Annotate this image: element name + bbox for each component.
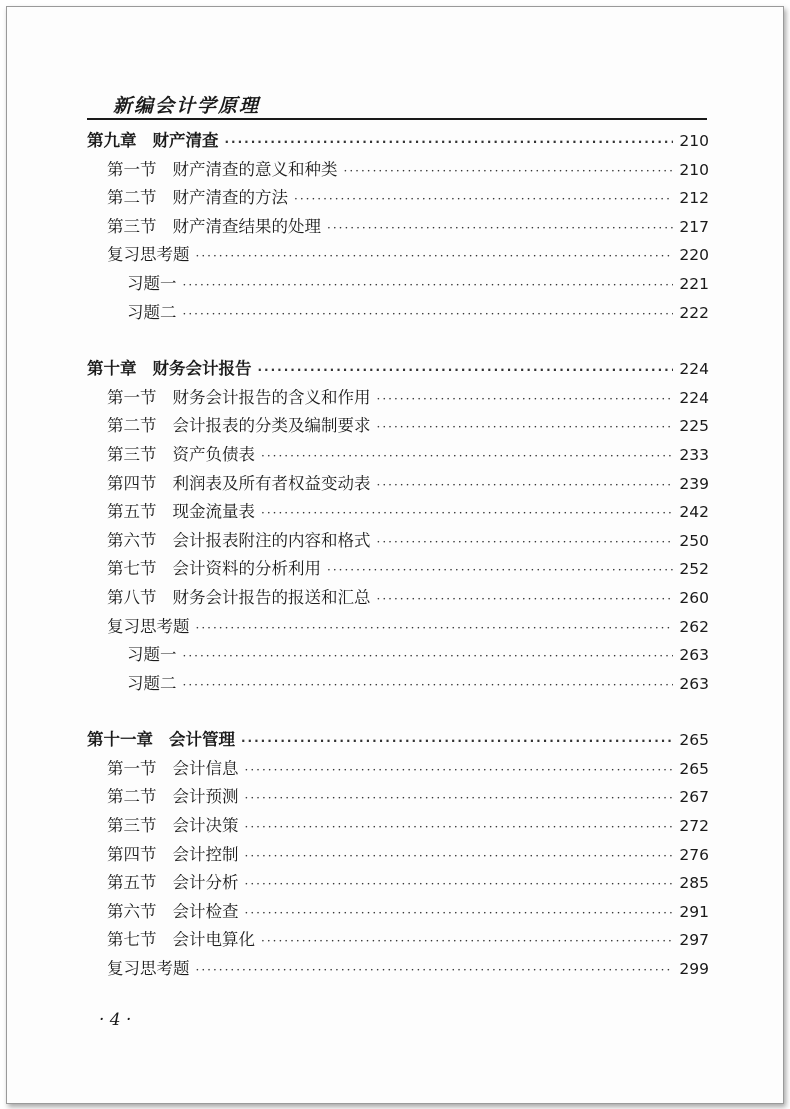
- toc-entry-title: 财务会计报告的含义和作用: [172, 387, 371, 407]
- dot-leader: [377, 385, 674, 414]
- toc-review-entry[interactable]: [87, 241, 709, 270]
- toc-section-entry[interactable]: [87, 470, 709, 499]
- toc-chapter-entry[interactable]: [87, 355, 709, 384]
- toc-entry-page: 285: [679, 874, 709, 893]
- toc-section-entry[interactable]: [87, 412, 709, 441]
- toc-entry-title: 会计决策: [172, 816, 239, 836]
- dot-leader: [196, 956, 674, 985]
- toc-entry-page: 299: [679, 960, 709, 979]
- header-rule: [87, 118, 707, 120]
- toc-entry-page: 242: [679, 503, 709, 522]
- dot-leader: [241, 727, 673, 756]
- toc-entry-page: 263: [679, 646, 709, 665]
- toc-entry-page: 210: [679, 132, 709, 150]
- toc-entry-title: 财产清查结果的处理: [172, 216, 321, 236]
- toc-entry-number: 第三节: [107, 444, 157, 464]
- toc-chapter-group: [87, 355, 709, 698]
- toc-entry-page: 220: [679, 246, 709, 265]
- toc-chapter-entry[interactable]: [87, 127, 709, 156]
- toc-exercise-entry[interactable]: [87, 641, 709, 670]
- toc-entry-title: 会计管理: [169, 730, 235, 750]
- dot-leader: [183, 300, 674, 329]
- toc-section-entry[interactable]: [87, 898, 709, 927]
- toc-entry-title: 会计控制: [172, 844, 239, 864]
- toc-section-entry[interactable]: [87, 213, 709, 242]
- dot-leader: [327, 556, 673, 585]
- dot-leader: [183, 642, 674, 671]
- toc-section-entry[interactable]: [87, 841, 709, 870]
- toc-entry-title: 会计资料的分析利用: [172, 559, 321, 579]
- toc-entry-page: 225: [679, 417, 709, 436]
- toc-entry-number: 第二节: [107, 188, 157, 208]
- toc-section-entry[interactable]: [87, 812, 709, 841]
- dot-leader: [261, 499, 673, 528]
- dot-leader: [258, 356, 674, 385]
- dot-leader: [245, 813, 674, 842]
- toc-section-entry[interactable]: [87, 755, 709, 784]
- toc-entry-title: 会计分析: [172, 873, 239, 893]
- toc-entry-page: 265: [679, 731, 709, 750]
- dot-leader: [245, 842, 674, 871]
- toc-exercise-entry[interactable]: [87, 270, 709, 299]
- toc-entry-number: 第一节: [107, 758, 157, 778]
- toc-entry-page: 265: [679, 759, 709, 778]
- toc-section-entry[interactable]: [87, 498, 709, 527]
- toc-entry-number: 第七节: [107, 930, 157, 950]
- toc-entry-number: 第一节: [107, 159, 157, 179]
- toc-entry-title: 习题二: [127, 673, 177, 693]
- toc-entry-page: 222: [679, 303, 709, 322]
- toc-entry-number: 第二节: [107, 416, 157, 436]
- toc-entry-title: 会计电算化: [172, 930, 255, 950]
- running-header-title: 新编会计学原理: [113, 95, 261, 117]
- toc-entry-number: 第三节: [107, 216, 157, 236]
- toc-entry-title: 现金流量表: [172, 502, 255, 522]
- toc-entry-number: 第十章: [87, 359, 137, 379]
- document-page: [6, 6, 784, 1104]
- toc-section-entry[interactable]: [87, 869, 709, 898]
- toc-entry-number: 第一节: [107, 387, 157, 407]
- toc-entry-title: 会计预测: [172, 787, 239, 807]
- toc-entry-page: 210: [679, 160, 709, 179]
- dot-leader: [261, 927, 673, 956]
- toc-entry-page: 224: [679, 388, 709, 407]
- toc-entry-number: 第二节: [107, 787, 157, 807]
- dot-leader: [225, 128, 674, 157]
- toc-entry-page: 212: [679, 189, 709, 208]
- toc-chapter-entry[interactable]: [87, 726, 709, 755]
- toc-section-entry[interactable]: [87, 156, 709, 185]
- dot-leader: [294, 185, 673, 214]
- toc-entry-page: 297: [679, 931, 709, 950]
- toc-chapter-group: [87, 127, 709, 327]
- toc-entry-title: 习题一: [127, 645, 177, 665]
- toc-entry-number: 第六节: [107, 901, 157, 921]
- toc-section-entry[interactable]: [87, 783, 709, 812]
- toc-entry-title: 会计检查: [172, 901, 239, 921]
- toc-entry-page: 262: [679, 617, 709, 636]
- toc-entry-page: 276: [679, 845, 709, 864]
- toc-review-entry[interactable]: [87, 955, 709, 984]
- dot-leader: [196, 614, 674, 643]
- toc-entry-title: 会计报表附注的内容和格式: [172, 530, 371, 550]
- toc-entry-title: 习题一: [127, 273, 177, 293]
- toc-entry-number: 第三节: [107, 816, 157, 836]
- dot-leader: [245, 870, 674, 899]
- toc-section-entry[interactable]: [87, 384, 709, 413]
- toc-entry-number: 第六节: [107, 530, 157, 550]
- toc-entry-title: 复习思考题: [107, 245, 190, 265]
- toc-entry-number: 第七节: [107, 559, 157, 579]
- dot-leader: [183, 671, 674, 700]
- toc-entry-title: 财务会计报告: [152, 359, 252, 379]
- dot-leader: [377, 471, 674, 500]
- dot-leader: [377, 528, 674, 557]
- toc-entry-title: 资产负债表: [172, 444, 255, 464]
- toc-entry-page: 221: [679, 274, 709, 293]
- dot-leader: [196, 242, 674, 271]
- toc-entry-title: 会计报表的分类及编制要求: [172, 416, 371, 436]
- toc-entry-page: 233: [679, 445, 709, 464]
- toc-entry-title: 财产清查的意义和种类: [172, 159, 338, 179]
- toc-entry-number: 第四节: [107, 844, 157, 864]
- toc-entry-page: 272: [679, 817, 709, 836]
- toc-entry-page: 224: [679, 360, 709, 379]
- toc-entry-title: 财务会计报告的报送和汇总: [172, 587, 371, 607]
- toc-section-entry[interactable]: [87, 926, 709, 955]
- toc-section-entry[interactable]: [87, 555, 709, 584]
- toc-entry-page: 263: [679, 674, 709, 693]
- toc-entry-page: 239: [679, 474, 709, 493]
- toc-entry-page: 250: [679, 531, 709, 550]
- toc-entry-page: 291: [679, 902, 709, 921]
- toc-entry-title: 财产清查: [152, 131, 219, 150]
- toc-entry-page: 252: [679, 560, 709, 579]
- dot-leader: [344, 157, 674, 186]
- toc-exercise-entry[interactable]: [87, 299, 709, 328]
- toc-entry-number: 第四节: [107, 473, 157, 493]
- toc-entry-page: 267: [679, 788, 709, 807]
- dot-leader: [183, 271, 674, 300]
- dot-leader: [261, 442, 673, 471]
- toc-entry-title: 复习思考题: [107, 616, 190, 636]
- dot-leader: [245, 899, 674, 928]
- dot-leader: [377, 413, 674, 442]
- toc-entry-number: 第九章: [87, 131, 137, 150]
- toc-entry-page: 217: [679, 217, 709, 236]
- toc-section-entry[interactable]: [87, 441, 709, 470]
- page-number-footer: · 4 ·: [99, 1010, 132, 1030]
- toc-entry-title: 习题二: [127, 302, 177, 322]
- toc-entry-title: 复习思考题: [107, 959, 190, 979]
- dot-leader: [377, 585, 674, 614]
- toc-section-entry[interactable]: [87, 527, 709, 556]
- toc-entry-title: 会计信息: [172, 758, 239, 778]
- toc-entry-number: 第五节: [107, 502, 157, 522]
- toc-entry-title: 利润表及所有者权益变动表: [172, 473, 371, 493]
- toc-exercise-entry[interactable]: [87, 670, 709, 699]
- toc-section-entry[interactable]: [87, 184, 709, 213]
- dot-leader: [327, 214, 673, 243]
- toc-entry-number: 第五节: [107, 873, 157, 893]
- toc-section-entry[interactable]: [87, 584, 709, 613]
- toc-entry-number: 第十一章: [87, 730, 153, 750]
- toc-entry-number: 第八节: [107, 587, 157, 607]
- dot-leader: [245, 784, 674, 813]
- table-of-contents: [87, 127, 709, 1012]
- toc-entry-page: 260: [679, 588, 709, 607]
- dot-leader: [245, 756, 674, 785]
- toc-review-entry[interactable]: [87, 613, 709, 642]
- toc-chapter-group: [87, 726, 709, 983]
- toc-entry-title: 财产清查的方法: [172, 188, 288, 208]
